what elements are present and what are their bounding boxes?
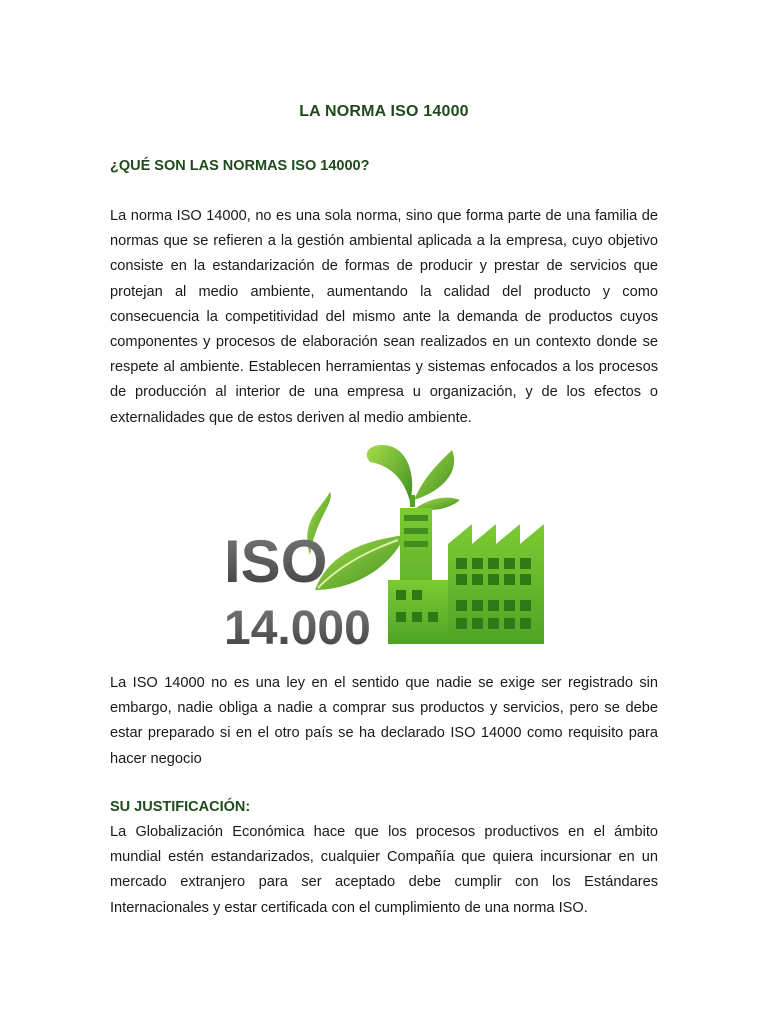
paragraph-definition: La norma ISO 14000, no es una sola norma, sino que forma parte de una familia de normas que se refieren a la gestión ambiental aplicada a la empresa, cuyo objetivo consiste en la estandarización de formas de producir y prestar de servicios que protejan al medio ambiente, aumentando la calidad del producto y como consecuencia la competitividad del mismo ante la demanda de productos cuyos componentes y procesos de elaboración sean realizados en un contexto donde se respete al ambiente. Establecen herramientas y sistemas enfocados a los procesos de producción al interior de una empresa u organización, y de los efectos o externalidades que de estos deriven al medio ambiente.	[110, 208, 658, 426]
section-heading-que-son: ¿QUÉ SON LAS NORMAS ISO 14000?	[110, 158, 370, 174]
iso-14000-factory-icon	[220, 440, 550, 650]
factory-icon	[388, 508, 544, 644]
paragraph-justification: La Globalización Económica hace que los procesos productivos en el ámbito mundial estén estandarizados, cualquier Compañía que quiera incursionar en un mercado extranjero para ser aceptado debe cumplir con los Estándares Internacionales y estar certificada con el cumplimiento de una norma ISO.	[110, 824, 658, 916]
section-heading-justificacion: SU JUSTIFICACIÓN:	[110, 799, 251, 815]
paragraph-not-a-law: La ISO 14000 no es una ley en el sentido que nadie se exige ser registrado sin embargo, nadie obliga a nadie a comprar sus productos y servicios, pero se debe estar preparado si en el otro país se ha declarado ISO 14000 como requisito para hacer negocio	[110, 675, 658, 767]
plant-icon	[367, 445, 460, 510]
page-title: LA NORMA ISO 14000	[299, 103, 469, 120]
logo-iso-text: ISO	[224, 528, 328, 595]
logo-number-text: 14.000	[224, 602, 371, 650]
